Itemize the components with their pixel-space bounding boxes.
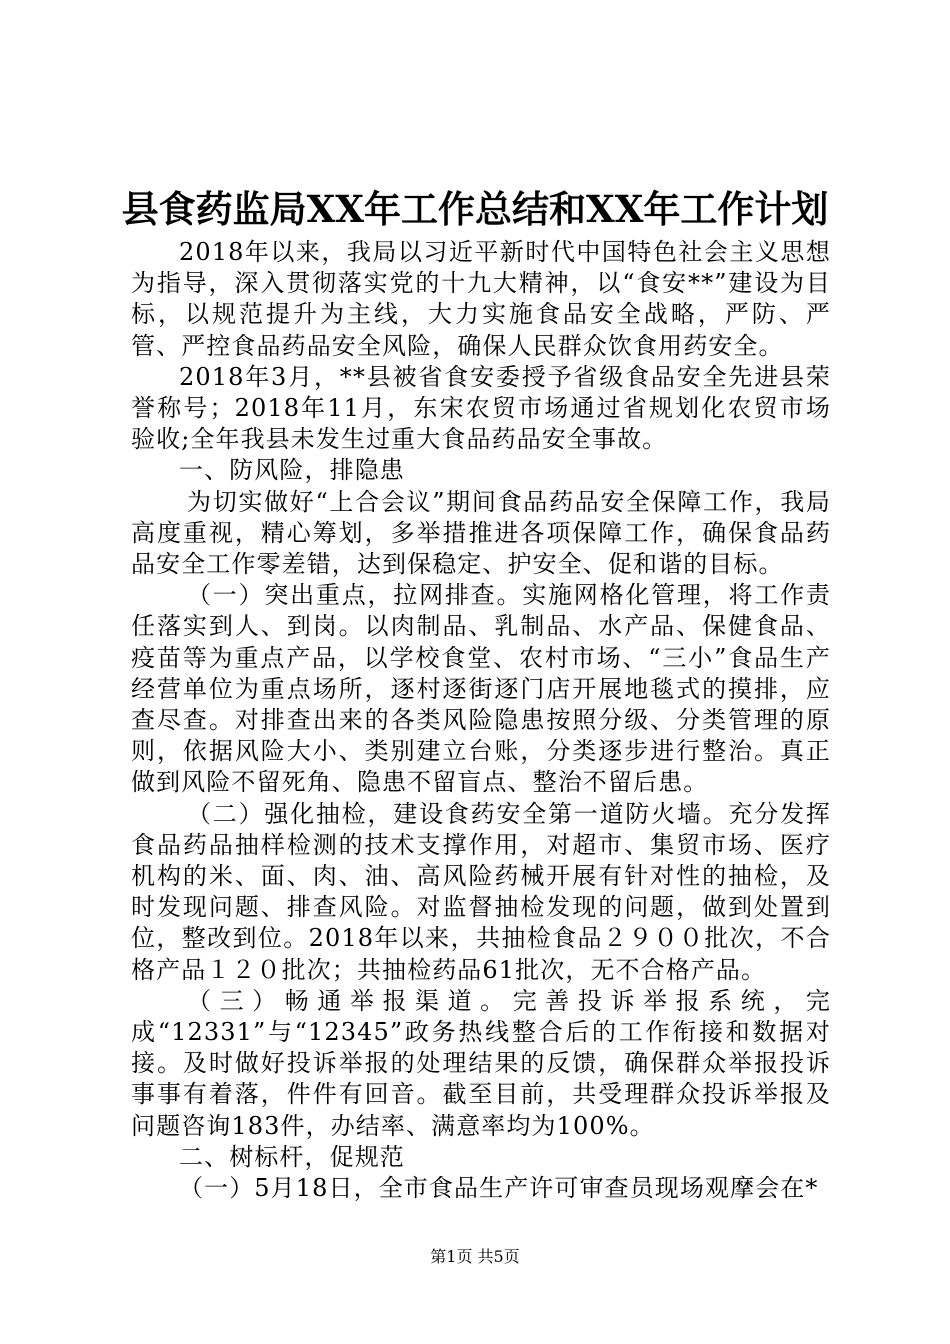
paragraph-intro: 2018年以来，我局以习近平新时代中国特色社会主义思想为指导，深入贯彻落实党的十九大精神，以“食安**”建设为目标，以规范提升为主线，大力实施食品安全战略，严防、严管、严控食品药品安全风险，确保人民群众饮食用药安全。 [131,238,831,360]
document-body [131,237,831,1204]
paragraph-honors: 2018年3月，**县被省食安委授予省级食品安全先进县荣誉称号；2018年11月，东宋农贸市场通过省规划化农贸市场验收;全年我县未发生过重大食品药品安全事故。 [131,362,831,454]
page-footer: 第1页 共5页 [430,1247,520,1266]
paragraph-item-2-1: （一）5月18日，全市食品生产许可审查员现场观摩会在* [179,1174,819,1203]
paragraph-section-1-intro: 为切实做好“上合会议”期间食品药品安全保障工作，我局高度重视，精心筹划，多举措推进各项保障工作，确保食品药品安全工作零差错，达到保稳定、护安全、促和谐的目标。 [131,487,831,579]
document-title: 县食药监局XX年工作总结和XX年工作计划 [121,187,829,231]
paragraph-item-1-2: （二）强化抽检，建设食药安全第一道防火墙。充分发挥食品药品抽样检测的技术支撑作用，对超市、集贸市场、医疗机构的米、面、肉、油、高风险药械开展有针对性的抽检，及时发现问题、排查风险。对监督抽检发现的问题，做到处置到位，整改到位。2018年以来，共抽检食品２９００批次，不合格产品１２０批次；共抽检药品61批次，无不合格产品。 [131,799,831,984]
section-heading-1: 一、防风险，排隐患 [179,456,405,485]
paragraph-item-1-1: （一）突出重点，拉网排查。实施网格化管理，将工作责任落实到人、到岗。以肉制品、乳制品、水产品、保健食品、疫苗等为重点产品，以学校食堂、农村市场、“三小”食品生产经营单位为重点场所，逐村逐街逐门店开展地毯式的摸排，应查尽查。对排查出来的各类风险隐患按照分级、分类管理的原则，依据风险大小、类别建立台账，分类逐步进行整治。真正做到风险不留死角、隐患不留盲点、整治不留后患。 [131,581,831,797]
section-heading-2: 二、树标杆，促规范 [179,1142,405,1171]
paragraph-item-1-3: （三）畅通举报渠道。完善投诉举报系统，完成“12331”与“12345”政务热线整合后的工作衔接和数据对接。及时做好投诉举报的处理结果的反馈，确保群众举报投诉事事有着落，件件有回音。截至目前，共受理群众投诉举报及问题咨询183件，办结率、满意率均为100%。 [131,986,831,1140]
